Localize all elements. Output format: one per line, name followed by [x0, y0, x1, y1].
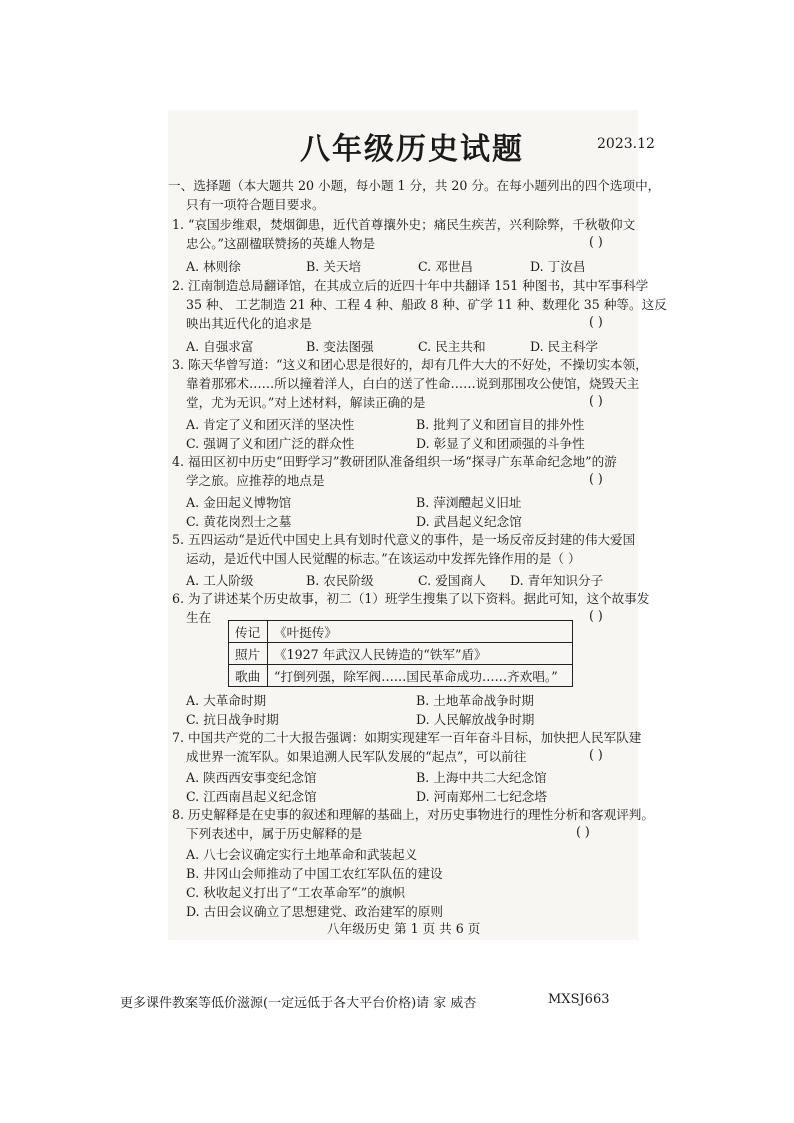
q6-line1: 6. 为了讲述某个历史故事，初二（1）班学生搜集了以下资料。据此可知，这个故事发 [172, 591, 650, 606]
q8-answer-paren: ( ) [576, 824, 590, 839]
table-cell-key: 传记 [229, 621, 268, 643]
q8-option-c: C. 秋收起义打出了“工农革命军”的旗帜 [186, 885, 405, 900]
q7-option-a: A. 陕西西安事变纪念馆 [186, 770, 317, 785]
q2-line1: 2. 江南制造总局翻译馆，在其成立后的近四十年中共翻译 151 种图书，其中军事科学 [172, 278, 649, 293]
q8-line1: 8. 历史解释是在史事的叙述和理解的基础上，对历史事物进行的理性分析和客观评判。 [172, 807, 654, 822]
q2-option-a: A. 自强求富 [186, 339, 254, 354]
q7-option-c: C. 江西南昌起义纪念馆 [186, 789, 317, 804]
table-row [229, 621, 573, 643]
q4-option-d: D. 武昌起义纪念馆 [416, 514, 522, 529]
q2-line2: 35 种、 工艺制造 21 种、工程 4 种、船政 8 种、矿学 11 种、数理化 35 种等。这反 [186, 297, 667, 312]
q3-line2: 靠着那邪术……所以撞着洋人，白白的送了性命……说到那围攻公使馆，烧毁天主 [186, 376, 640, 391]
q3-option-b: B. 批判了义和团盲目的排外性 [416, 417, 585, 432]
q8-option-b: B. 井冈山会师推动了中国工农红军队伍的建设 [186, 866, 443, 881]
q5-option-d: D. 青年知识分子 [510, 573, 604, 588]
q1-option-c: C. 邓世昌 [418, 259, 473, 274]
q3-line1: 3. 陈天华曾写道：“这义和团心思是很好的，却有几件大大的不好处，不操切实本领， [172, 357, 648, 372]
section-heading-line1: 一、选择题（本大题共 20 小题，每小题 1 分，共 20 分。在每小题列出的四个选项中， [168, 178, 661, 193]
table-cell-value: 《1927 年武汉人民铸造的“铁军”盾》 [268, 643, 573, 665]
table-cell-value: “打倒列强，除军阀……国民革命成功……齐欢唱。” [268, 665, 573, 687]
q3-option-d: D. 彰显了义和团顽强的斗争性 [416, 436, 585, 451]
exam-date: 2023.12 [597, 136, 655, 152]
q5-option-a: A. 工人阶级 [186, 573, 254, 588]
q1-option-a: A. 林则徐 [186, 259, 241, 274]
q8-option-d: D. 古田会议确立了思想建党、政治建军的原则 [186, 904, 443, 919]
q4-option-c: C. 黄花岗烈士之墓 [186, 514, 292, 529]
q7-option-b: B. 上海中共二大纪念馆 [416, 770, 547, 785]
table-cell-value: 《叶挺传》 [268, 621, 573, 643]
q2-option-d: D. 民主科学 [530, 339, 599, 354]
q3-option-a: A. 肯定了义和团灭洋的坚决性 [186, 417, 355, 432]
q1-option-d: D. 丁汝昌 [530, 259, 586, 274]
q7-line1: 7. 中国共产党的二十大报告强调：如期实现建军一百年奋斗目标，加快把人民军队建 [172, 730, 642, 745]
q4-line2: 学之旅。应推荐的地点是 [186, 473, 325, 488]
q3-answer-paren: ( ) [589, 393, 603, 408]
source-table [228, 620, 573, 687]
q8-line2: 下列表述中，属于历史解释的是 [186, 826, 363, 841]
exam-title: 八年级历史试题 [300, 132, 524, 167]
q1-line2: 忠公。”这副楹联赞扬的英雄人物是 [186, 236, 376, 251]
table-cell-key: 歌曲 [229, 665, 268, 687]
q6-answer-paren: ( ) [589, 608, 603, 623]
q1-answer-paren: ( ) [589, 234, 603, 249]
q2-line3: 映出其近代化的追求是 [186, 316, 312, 331]
q6-option-c: C. 抗日战争时期 [186, 712, 279, 727]
q8-option-a: A. 八七会议确定实行土地革命和武装起义 [186, 847, 418, 862]
q6-option-b: B. 土地革命战争时期 [416, 693, 535, 708]
q6-option-a: A. 大革命时期 [186, 693, 267, 708]
q7-line2: 成世界一流军队。如果追溯人民军队发展的“起点”，可以前往 [186, 749, 527, 764]
q3-option-c: C. 强调了义和团广泛的群众性 [186, 436, 355, 451]
q5-line2: 运动，是近代中国人民觉醒的标志。”在该运动中发挥先锋作用的是（ ） [186, 551, 581, 566]
q7-answer-paren: ( ) [589, 747, 603, 762]
ad-text: 更多课件教案等低价滋源(一定远低于各大平台价格)请 家 威杏 [120, 996, 477, 1011]
q4-option-a: A. 金田起义博物馆 [186, 495, 292, 510]
q2-answer-paren: ( ) [589, 314, 603, 329]
table-row [229, 665, 573, 687]
q1-line1: 1. “哀国步维艰，焚烟御患，近代首尊攘外史；痛民生疾苦，兴利除弊，千秋敬仰文 [172, 217, 636, 232]
table-cell-key: 照片 [229, 643, 268, 665]
ad-code: MXSJ663 [548, 992, 610, 1007]
q1-option-b: B. 关天培 [306, 259, 362, 274]
q4-line1: 4. 福田区初中历史“田野学习”教研团队准备组织一场“探寻广东革命纪念地”的游 [172, 454, 617, 469]
page-footer: 八年级历史 第 1 页 共 6 页 [327, 921, 481, 936]
q5-line1: 5. 五四运动“是近代中国史上具有划时代意义的事件，是一场反帝反封建的伟大爱国 [172, 532, 636, 547]
table-row [229, 643, 573, 665]
q2-option-b: B. 变法图强 [306, 339, 374, 354]
q6-line2: 生在 [186, 610, 212, 625]
q3-line3: 堂，尤为无识。”对上述材料，解读正确的是 [186, 395, 426, 410]
q5-option-b: B. 农民阶级 [306, 573, 374, 588]
q4-answer-paren: ( ) [589, 471, 603, 486]
q6-option-d: D. 人民解放战争时期 [416, 712, 535, 727]
q4-option-b: B. 萍浏醴起义旧址 [416, 495, 522, 510]
section-heading-line2: 只有一项符合题目要求。 [186, 197, 325, 212]
q7-option-d: D. 河南郑州二七纪念塔 [416, 789, 547, 804]
q5-option-c: C. 爱国商人 [418, 573, 486, 588]
q2-option-c: C. 民主共和 [418, 339, 486, 354]
